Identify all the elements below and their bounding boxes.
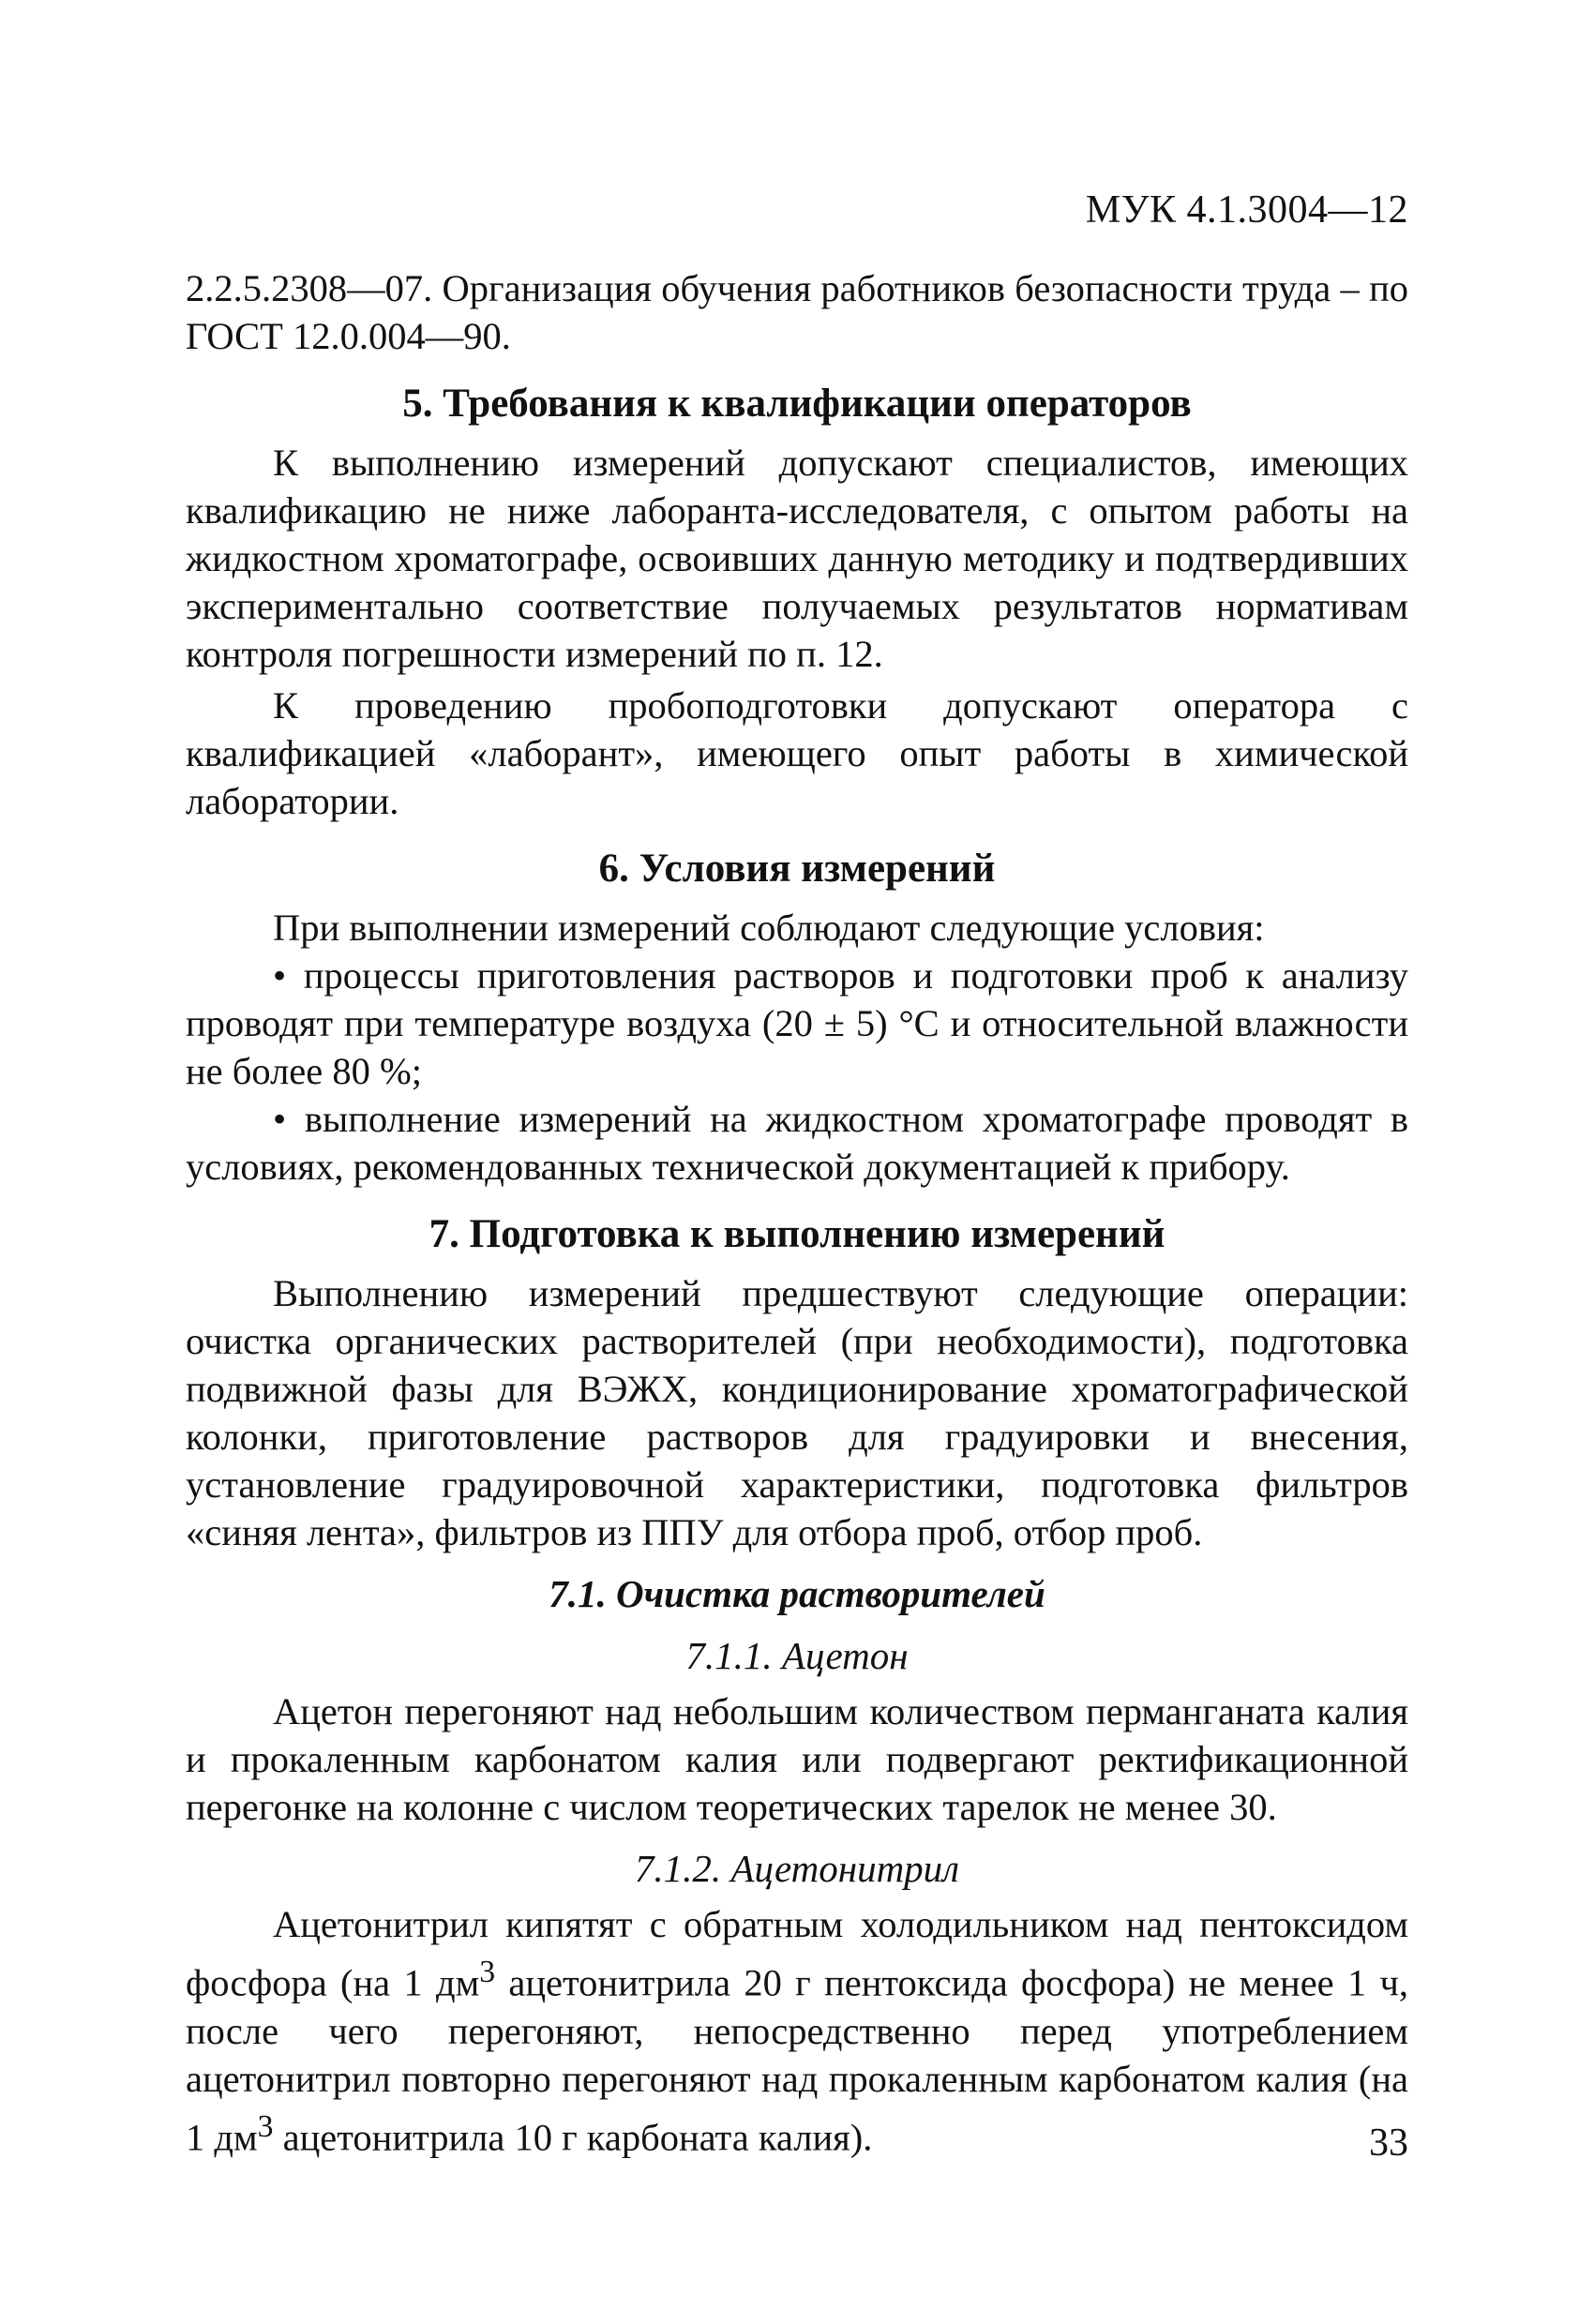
section-7-paragraph: Выполнению измерений предшествуют следующие операции: очистка органических растворителей (при необходимости), подготовка подвижной фазы для ВЭЖХ, кондиционирование хроматографической колонки, приготовление растворов для градуировки и внесения, установление градуировочной характеристики, подготовка фильтров «синяя лента», фильтров из ППУ для отбора проб, отбор проб. [186,1272,1408,1553]
subsection-7-1-heading: 7.1. Очистка растворителей [549,1572,1045,1615]
section-6-heading: 6. Условия измерений [598,847,996,891]
subsection-7-1-2-text [186,1900,1408,2161]
section-7-heading: 7. Подготовка к выполнению измерений [429,1212,1165,1256]
acetonitrile-text-part-c: ацетонитрила 10 г карбоната калия). [273,2116,873,2158]
section-5-paragraph-1: К выполнению измерений допускают специалистов, имеющих квалификацию не ниже лаборанта-исследователя, с опытом работы на жидкостном хроматографе, освоивших данную методику и подтвердивших экспериментально соответствие получаемых результатов нормативам контроля погрешности измерений по п. 12. [186,442,1408,675]
acetonitrile-text-part-a: Ацетонитрил кипятят с обратным холодильником над пентоксидом фосфора (на 1 дм [186,1903,1408,2004]
section-6-bullet-1: • процессы приготовления растворов и подготовки проб к анализу проводят при температуре воздуха (20 ± 5) °С и относительной влажности не более 80 %; [186,954,1408,1092]
intro-paragraph: 2.2.5.2308—07. Организация обучения работников безопасности труда – по ГОСТ 12.0.004—90. [186,267,1408,357]
section-5-heading: 5. Требования к квалификации операторов [402,382,1192,426]
subsection-7-1-1-text: Ацетон перегоняют над небольшим количеством перманганата калия и прокаленным карбонатом калия или подвергают ректификационной перегонке на колонне с числом теоретических тарелок не менее 30. [186,1690,1408,1828]
page-number: 33 [1369,2122,1408,2165]
document-code-header: МУК 4.1.3004—12 [1085,188,1408,232]
superscript-3: 3 [479,1955,496,1989]
section-6-lead: При выполнении измерений соблюдают следующие условия: [273,907,1265,949]
section-6-bullet-2: • выполнение измерений на жидкостном хроматографе проводят в условиях, рекомендованных технической документацией к прибору. [186,1098,1408,1188]
subsection-7-1-2-heading: 7.1.2. Ацетонитрил [634,1847,960,1890]
acetonitrile-text-part-b: ацетонитрила 20 г пентоксида фосфора) не менее 1 ч, после чего перегоняют, непосредственно перед употреблением ацетонитрил повторно перегоняют над прокаленным карбонатом калия (на 1 дм [186,1961,1408,2158]
section-5-paragraph-2: К проведению пробоподготовки допускают оператора с квалификацией «лаборант», имеющего опыт работы в химической лаборатории. [186,684,1408,822]
subsection-7-1-1-heading: 7.1.1. Ацетон [685,1634,909,1677]
superscript-3: 3 [257,2108,274,2144]
page-body [186,264,1408,2161]
